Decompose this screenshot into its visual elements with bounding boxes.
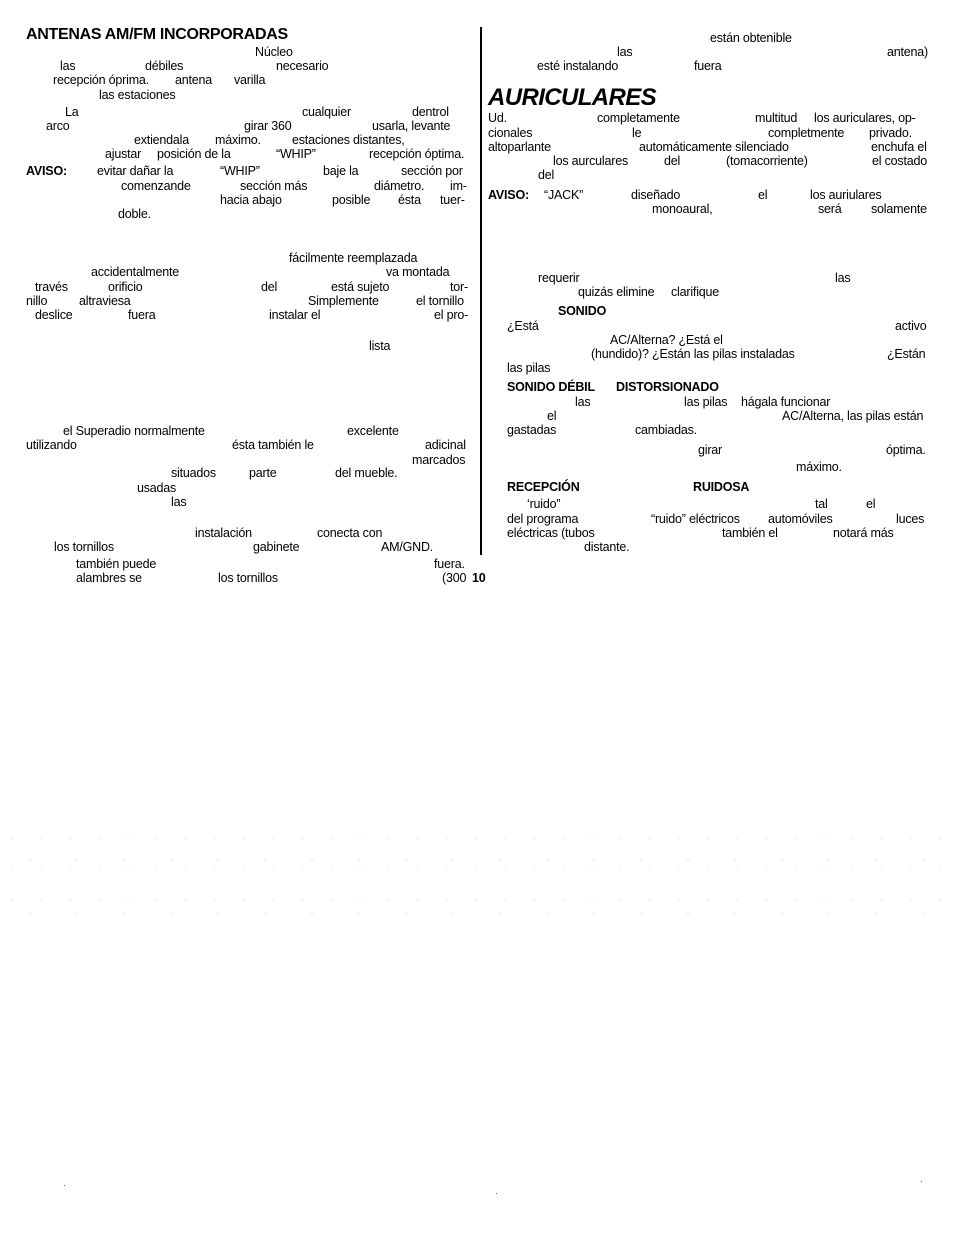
text-fragment: esté instalando — [537, 59, 619, 73]
text-fragment: están obtenible — [710, 31, 792, 45]
text-fragment: hágala funcionar — [741, 395, 831, 409]
text-fragment: (hundido)? ¿Están las pilas instaladas — [591, 347, 795, 361]
text-fragment: nillo — [26, 294, 48, 308]
subheading-sonido: SONIDO — [558, 304, 607, 318]
text-fragment: La — [65, 105, 79, 119]
text-fragment: girar — [698, 443, 723, 457]
aviso-label: AVISO: — [488, 188, 529, 202]
text-fragment: (tomacorriente) — [726, 154, 808, 168]
text-fragment: lista — [369, 339, 391, 353]
text-fragment: fuera — [694, 59, 722, 73]
text-fragment: altraviesa — [79, 294, 131, 308]
text-fragment: utilizando — [26, 438, 77, 452]
text-fragment: sección más — [240, 179, 308, 193]
text-fragment: usarla, levante — [372, 119, 451, 133]
column-divider — [480, 27, 482, 555]
text-fragment: dentrol — [412, 105, 449, 119]
text-fragment: las pilas — [684, 395, 728, 409]
text-fragment: gabinete — [253, 540, 300, 554]
text-fragment: AC/Alterna? ¿Está el — [610, 333, 723, 347]
text-fragment: AM/GND. — [381, 540, 434, 554]
subheading-recepcion: RECEPCIÓN — [507, 480, 580, 494]
text-fragment: baje la — [323, 164, 359, 178]
text-fragment: eléctricas (tubos — [507, 526, 595, 540]
text-fragment: diseñado — [631, 188, 681, 202]
text-fragment: comenzande — [121, 179, 191, 193]
text-fragment: Núcleo — [255, 45, 293, 59]
text-fragment: arco — [46, 119, 70, 133]
scan-speck: · — [63, 1180, 66, 1190]
text-fragment: través — [35, 280, 68, 294]
text-fragment: “ruido” eléctricos — [651, 512, 740, 526]
scan-noise-band — [0, 820, 954, 920]
text-fragment: ajustar — [105, 147, 142, 161]
text-fragment: también el — [722, 526, 778, 540]
text-fragment: automóviles — [768, 512, 833, 526]
text-fragment: del — [538, 168, 555, 182]
text-fragment: las — [617, 45, 633, 59]
text-fragment: óptima. — [886, 443, 926, 457]
text-fragment: 10 — [472, 571, 486, 585]
text-fragment: el Superadio normalmente — [63, 424, 205, 438]
text-fragment: cionales — [488, 126, 533, 140]
text-fragment: las — [575, 395, 591, 409]
text-fragment: luces — [896, 512, 925, 526]
text-fragment: completamente — [597, 111, 680, 125]
text-fragment: cualquier — [302, 105, 351, 119]
text-fragment: altoparlante — [488, 140, 551, 154]
text-fragment: necesario — [276, 59, 329, 73]
text-fragment: instalar el — [269, 308, 321, 322]
text-fragment: alambres se — [76, 571, 142, 585]
text-fragment: el tornillo — [416, 294, 464, 308]
text-fragment: el pro- — [434, 308, 469, 322]
text-fragment: quizás elimine — [578, 285, 655, 299]
text-fragment: el — [758, 188, 768, 202]
scan-speck: · — [495, 1188, 498, 1198]
text-fragment: las — [835, 271, 851, 285]
text-fragment: distante. — [584, 540, 630, 554]
text-fragment: “WHIP” — [220, 164, 260, 178]
text-fragment: cambiadas. — [635, 423, 697, 437]
text-fragment: orificio — [108, 280, 143, 294]
text-fragment: notará más — [833, 526, 894, 540]
text-fragment: antena — [175, 73, 213, 87]
text-fragment: el — [866, 497, 876, 511]
text-fragment: las — [171, 495, 187, 509]
subheading-distorsionado: DISTORSIONADO — [616, 380, 719, 394]
text-fragment: conecta con — [317, 526, 383, 540]
text-fragment: fuera. — [434, 557, 465, 571]
text-fragment: tor- — [450, 280, 468, 294]
text-fragment: automáticamente silenciado — [639, 140, 789, 154]
text-fragment: ésta también le — [232, 438, 314, 452]
text-fragment: deslice — [35, 308, 73, 322]
text-fragment: doble. — [118, 207, 151, 221]
scan-speck: · — [920, 1176, 923, 1186]
text-fragment: los tornillos — [218, 571, 278, 585]
text-fragment: fácilmente reemplazada — [289, 251, 418, 265]
text-fragment: débiles — [145, 59, 184, 73]
text-fragment: accidentalmente — [91, 265, 180, 279]
text-fragment: multitud — [755, 111, 798, 125]
text-fragment: AC/Alterna, las pilas están — [782, 409, 924, 423]
text-fragment: los tornillos — [54, 540, 114, 554]
text-fragment: las estaciones — [99, 88, 176, 102]
text-fragment: privado. — [869, 126, 912, 140]
text-fragment: activo — [895, 319, 927, 333]
text-fragment: le — [632, 126, 642, 140]
text-fragment: estaciones distantes, — [292, 133, 405, 147]
subheading-sonido-debil: SONIDO DÉBIL — [507, 380, 595, 394]
text-fragment: clarifique — [671, 285, 720, 299]
text-fragment: antena) — [887, 45, 928, 59]
text-fragment: evitar dañar la — [97, 164, 174, 178]
text-fragment: excelente — [347, 424, 399, 438]
text-fragment: requerir — [538, 271, 580, 285]
subheading-ruidosa: RUIDOSA — [693, 480, 750, 494]
text-fragment: los auriulares — [810, 188, 882, 202]
text-fragment: del programa — [507, 512, 579, 526]
text-fragment: “JACK” — [544, 188, 584, 202]
text-fragment: tal — [815, 497, 828, 511]
text-fragment: im- — [450, 179, 467, 193]
text-fragment: completmente — [768, 126, 845, 140]
text-fragment: sección por — [401, 164, 463, 178]
text-fragment: el costado — [872, 154, 927, 168]
text-fragment: diámetro. — [374, 179, 425, 193]
text-fragment: también puede — [76, 557, 157, 571]
text-fragment: está sujeto — [331, 280, 390, 294]
text-fragment: adicinal — [425, 438, 466, 452]
text-fragment: enchufa el — [871, 140, 927, 154]
text-fragment: usadas — [137, 481, 177, 495]
text-fragment: monoaural, — [652, 202, 713, 216]
text-fragment: parte — [249, 466, 277, 480]
text-fragment: tuer- — [440, 193, 465, 207]
text-fragment: del mueble. — [335, 466, 398, 480]
text-fragment: ‘ruido” — [527, 497, 561, 511]
text-fragment: recepción óprima. — [53, 73, 149, 87]
text-fragment: marcados — [412, 453, 466, 467]
text-fragment: solamente — [871, 202, 927, 216]
text-fragment: “WHIP” — [276, 147, 316, 161]
text-fragment: extiendala — [134, 133, 189, 147]
text-fragment: ¿Están — [887, 347, 926, 361]
text-fragment: recepción óptima. — [369, 147, 465, 161]
text-fragment: posible — [332, 193, 371, 207]
text-fragment: Simplemente — [308, 294, 379, 308]
text-fragment: varilla — [234, 73, 266, 87]
text-fragment: instalación — [195, 526, 252, 540]
text-fragment: ¿Está — [507, 319, 539, 333]
section-title-auriculares: AURICULARES — [488, 84, 657, 111]
section-title-antenas: ANTENAS AM/FM INCORPORADAS — [26, 26, 288, 43]
text-fragment: situados — [171, 466, 216, 480]
text-fragment: hacia abajo — [220, 193, 282, 207]
text-fragment: (300 — [442, 571, 467, 585]
text-fragment: posición de la — [157, 147, 231, 161]
text-fragment: máximo. — [796, 460, 842, 474]
text-fragment: el — [547, 409, 557, 423]
text-fragment: del — [261, 280, 278, 294]
text-fragment: Ud. — [488, 111, 507, 125]
text-fragment: máximo. — [215, 133, 261, 147]
text-fragment: girar 360 — [244, 119, 292, 133]
text-fragment: fuera — [128, 308, 156, 322]
text-fragment: las pilas — [507, 361, 551, 375]
text-fragment: las — [60, 59, 76, 73]
aviso-label: AVISO: — [26, 164, 67, 178]
text-fragment: será — [818, 202, 842, 216]
text-fragment: del — [664, 154, 681, 168]
text-fragment: los auriculares, op- — [814, 111, 916, 125]
text-fragment: ésta — [398, 193, 421, 207]
text-fragment: los aurculares — [553, 154, 629, 168]
text-fragment: gastadas — [507, 423, 557, 437]
text-fragment: va montada — [386, 265, 450, 279]
